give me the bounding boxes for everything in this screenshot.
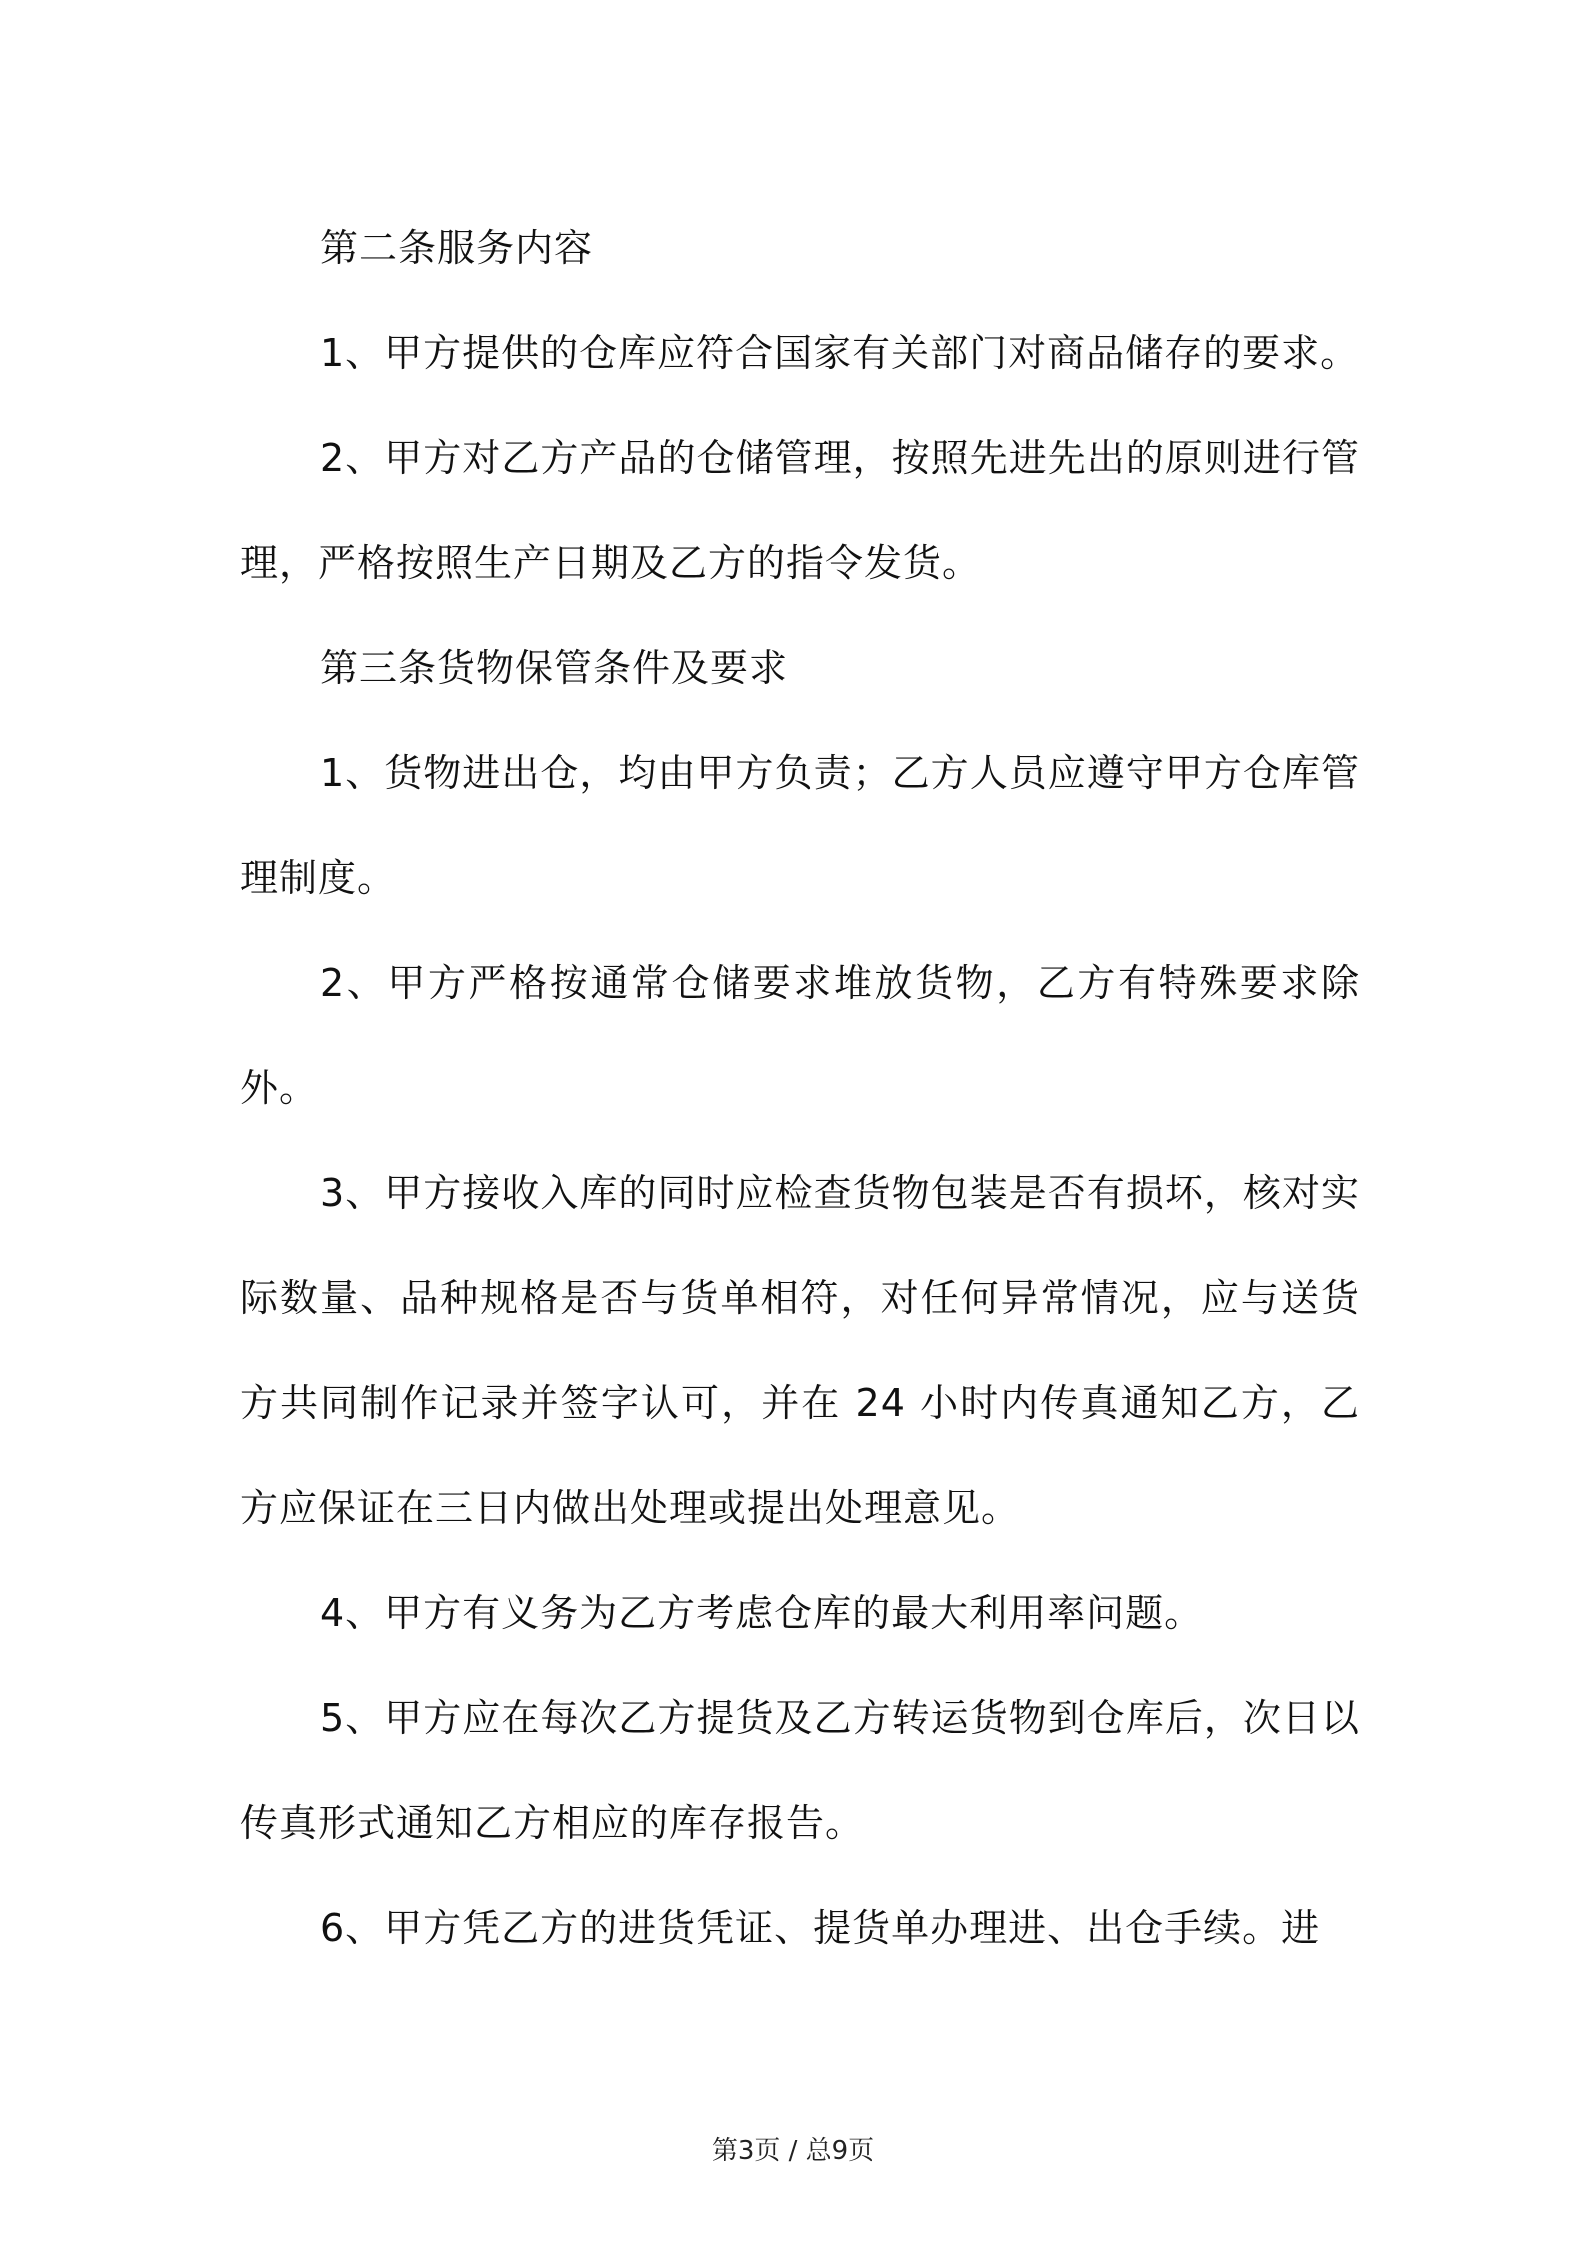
clause-3-3: 3、甲方接收入库的同时应检查货物包装是否有损坏，核对实际数量、品种规格是否与货单相符，对任何异常情况，应与送货方共同制作记录并签字认可，并在 24 小时内传真通知乙方，乙方应保证在三日内做出处理或提出处理意见。 xyxy=(240,1171,1360,1530)
document-body xyxy=(240,196,1360,1981)
page-number-footer: 第3页 / 总9页 xyxy=(711,2136,875,2166)
clause-3-5: 5、甲方应在每次乙方提货及乙方转运货物到仓库后，次日以传真形式通知乙方相应的库存报告。 xyxy=(240,1696,1360,1845)
clause-3-4: 4、甲方有义务为乙方考虑仓库的最大利用率问题。 xyxy=(320,1591,1204,1635)
clause-2-2: 2、甲方对乙方产品的仓储管理，按照先进先出的原则进行管理，严格按照生产日期及乙方的指令发货。 xyxy=(240,436,1360,585)
clause-3-6: 6、甲方凭乙方的进货凭证、提货单办理进、出仓手续。进 xyxy=(320,1906,1321,1950)
clause-3-2: 2、甲方严格按通常仓储要求堆放货物，乙方有特殊要求除外。 xyxy=(240,961,1360,1110)
clause-2-1: 1、甲方提供的仓库应符合国家有关部门对商品储存的要求。 xyxy=(320,331,1360,375)
clause-3-1: 1、货物进出仓，均由甲方负责；乙方人员应遵守甲方仓库管理制度。 xyxy=(240,751,1360,900)
section-heading-3: 第三条货物保管条件及要求 xyxy=(320,646,789,690)
section-heading-2: 第二条服务内容 xyxy=(320,226,594,270)
